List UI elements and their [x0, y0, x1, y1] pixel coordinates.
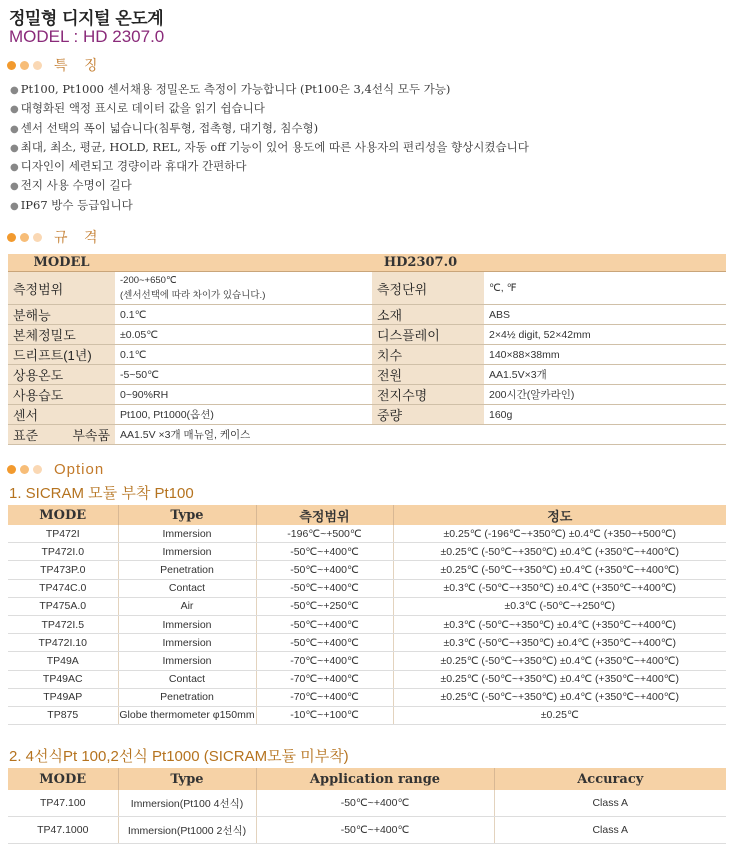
table-row [8, 405, 726, 425]
page-title: 정밀형 디지털 온도계 [9, 9, 164, 29]
table-cell: Immersion [118, 652, 256, 670]
table-cell: Contact [118, 670, 256, 688]
spec-label: 중량 [372, 405, 484, 425]
table-row [8, 670, 726, 688]
table-cell: Contact [118, 579, 256, 597]
table-cell: -50℃~+400℃ [256, 543, 393, 561]
table-cell: Class A [494, 817, 726, 844]
column-header: Application range [256, 768, 494, 790]
table-cell: Immersion [118, 615, 256, 633]
orange-dot-icon [7, 233, 16, 242]
range-label: 측정범위 [8, 272, 115, 305]
spec-label: 센서 [8, 405, 115, 425]
table-cell: TP49A [8, 652, 118, 670]
spec-header-value: HD2307.0 [115, 254, 726, 272]
table-cell: -10℃~+100℃ [256, 706, 393, 724]
column-header: Type [118, 505, 256, 525]
spec-label: 전지수명 [372, 385, 484, 405]
table-cell: ±0.25℃ (-50℃~+350℃) ±0.4℃ (+350℃~+400℃) [393, 561, 726, 579]
table-cell: Air [118, 597, 256, 615]
spec-value: 140×88×38mm [484, 345, 726, 365]
list-item: ● 디자인이 세련되고 경량이라 휴대가 간편하다 [10, 159, 247, 174]
spec-label: 드리프트(1년) [8, 345, 115, 365]
table-cell: ±0.3℃ (-50℃~+350℃) ±0.4℃ (+350℃~+400℃) [393, 634, 726, 652]
table-cell: -196℃~+500℃ [256, 525, 393, 543]
table-cell: TP472I.5 [8, 615, 118, 633]
orange-dot-icon [7, 61, 16, 70]
table-row [8, 652, 726, 670]
spec-header-model: MODEL [8, 254, 115, 272]
spec-table [8, 254, 726, 445]
table-header-row [8, 505, 726, 525]
bullet-icon: ● [10, 142, 19, 154]
spec-heading [7, 227, 104, 247]
bullet-icon: ● [10, 181, 19, 193]
spec-label: 치수 [372, 345, 484, 365]
option-heading [7, 461, 104, 478]
table-cell: Immersion [118, 543, 256, 561]
table-row [8, 365, 726, 385]
table-cell: Class A [494, 790, 726, 817]
accessory-value: AA1.5V ×3개 매뉴얼, 케이스 [115, 425, 726, 445]
accessory-label: 표준 부속품 [8, 425, 115, 445]
range-value-text: -200~+650℃ [120, 275, 177, 286]
spec-value: 2×4½ digit, 52×42mm [484, 325, 726, 345]
spec-value: ±0.05℃ [115, 325, 372, 345]
spec-value: 0.1℃ [115, 345, 372, 365]
list-item: ● 센서 선택의 폭이 넓습니다(침투형, 접촉형, 대기형, 침수형) [10, 120, 319, 135]
table-cell: ±0.3℃ (-50℃~+250℃) [393, 597, 726, 615]
bullet-icon: ● [10, 123, 19, 135]
list-item: ● Pt100, Pt1000 센서채용 정밀온도 측정이 가능합니다 (Pt100은 3,4선식 모두 가능) [10, 82, 451, 96]
column-header: MODE [8, 505, 118, 525]
table-cell: Immersion [118, 634, 256, 652]
table-cell: Penetration [118, 688, 256, 706]
table-cell: Immersion [118, 525, 256, 543]
option-heading-label: Option [54, 461, 105, 478]
option1-title: 1. SICRAM 모듈 부착 Pt100 [9, 485, 194, 502]
table-cell: Immersion(Pt1000 2선식) [118, 817, 256, 844]
list-item: ● IP67 방수 등급입니다 [10, 197, 133, 212]
table-row [8, 817, 726, 844]
table-cell: TP875 [8, 706, 118, 724]
column-header: 측정범위 [256, 505, 393, 525]
orange-dot-icon [33, 465, 42, 474]
spec-label: 디스플레이 [372, 325, 484, 345]
column-header: Accuracy [494, 768, 726, 790]
bullet-icon: ● [10, 104, 19, 116]
table-row [8, 790, 726, 817]
table-cell: TP49AP [8, 688, 118, 706]
column-header: 정도 [393, 505, 726, 525]
spec-value: 0~90%RH [115, 385, 372, 405]
table-row [8, 272, 726, 305]
table-cell: -70℃~+400℃ [256, 688, 393, 706]
table-cell: ±0.25℃ (-196℃~+350℃) ±0.4℃ (+350~+500℃) [393, 525, 726, 543]
spec-label: 소재 [372, 305, 484, 325]
unit-label: 측정단위 [372, 272, 484, 305]
spec-value: -5~50℃ [115, 365, 372, 385]
spec-label: 전원 [372, 365, 484, 385]
orange-dot-icon [7, 465, 16, 474]
option1-table [8, 505, 726, 725]
table-cell: ±0.25℃ [393, 706, 726, 724]
table-cell: TP474C.0 [8, 579, 118, 597]
list-item: ● 대형화된 액정 표시로 데이터 값을 읽기 쉽습니다 [10, 101, 265, 116]
table-row [8, 597, 726, 615]
orange-dot-icon [33, 233, 42, 242]
spec-value: 160g [484, 405, 726, 425]
table-row [8, 706, 726, 724]
column-header: MODE [8, 768, 118, 790]
orange-dot-icon [20, 233, 29, 242]
model-number: MODEL : HD 2307.0 [9, 27, 165, 46]
table-cell: TP47.1000 [8, 817, 118, 844]
table-cell: ±0.25℃ (-50℃~+350℃) ±0.4℃ (+350℃~+400℃) [393, 543, 726, 561]
bullet-icon: ● [10, 162, 19, 174]
table-cell: ±0.25℃ (-50℃~+350℃) ±0.4℃ (+350℃~+400℃) [393, 688, 726, 706]
features-heading [7, 55, 104, 75]
table-cell: Immersion(Pt100 4선식) [118, 790, 256, 817]
table-cell: -70℃~+400℃ [256, 670, 393, 688]
spec-value: 0.1℃ [115, 305, 372, 325]
table-cell: TP472I [8, 525, 118, 543]
table-row [8, 325, 726, 345]
table-row [8, 345, 726, 365]
features-list [10, 80, 529, 215]
column-header: Type [118, 768, 256, 790]
table-cell: Penetration [118, 561, 256, 579]
option2-title: 2. 4선식Pt 100,2선식 Pt1000 (SICRAM모듈 미부착) [9, 748, 349, 765]
table-row [8, 688, 726, 706]
spec-value: ABS [484, 305, 726, 325]
table-cell: -50℃~+400℃ [256, 615, 393, 633]
orange-dot-icon [33, 61, 42, 70]
spec-heading-label: 규 격 [54, 230, 104, 246]
table-cell: TP472I.0 [8, 543, 118, 561]
orange-dot-icon [20, 465, 29, 474]
table-cell: -70℃~+400℃ [256, 652, 393, 670]
table-cell: Globe thermometer φ150mm [118, 706, 256, 724]
range-note: (센서선택에 따라 차이가 있습니다.) [120, 290, 266, 301]
table-row [8, 525, 726, 543]
table-row [8, 579, 726, 597]
spec-label: 상용온도 [8, 365, 115, 385]
spec-label: 분해능 [8, 305, 115, 325]
table-cell: -50℃~+400℃ [256, 634, 393, 652]
table-cell: ±0.3℃ (-50℃~+350℃) ±0.4℃ (+350℃~+400℃) [393, 615, 726, 633]
spec-label: 본체정밀도 [8, 325, 115, 345]
table-cell: ±0.3℃ (-50℃~+350℃) ±0.4℃ (+350℃~+400℃) [393, 579, 726, 597]
table-row [8, 305, 726, 325]
table-cell: TP475A.0 [8, 597, 118, 615]
table-cell: -50℃~+400℃ [256, 817, 494, 844]
table-row [8, 385, 726, 405]
spec-value: Pt100, Pt1000(옵션) [115, 405, 372, 425]
list-item: ● 최대, 최소, 평균, HOLD, REL, 자동 off 기능이 있어 용도에 따른 사용자의 편리성을 향상시켰습니다 [10, 139, 529, 154]
table-cell: TP49AC [8, 670, 118, 688]
spec-value: 200시간(알카라인) [484, 385, 726, 405]
option2-table [8, 768, 726, 844]
table-row [8, 615, 726, 633]
range-value [115, 272, 372, 305]
table-cell: TP473P.0 [8, 561, 118, 579]
list-item: ● 전지 사용 수명이 길다 [10, 178, 132, 193]
table-cell: TP472I.10 [8, 634, 118, 652]
table-header-row [8, 768, 726, 790]
features-heading-label: 특 징 [54, 58, 104, 74]
table-row [8, 425, 726, 445]
table-header-row [8, 254, 726, 272]
table-cell: ±0.25℃ (-50℃~+350℃) ±0.4℃ (+350℃~+400℃) [393, 670, 726, 688]
unit-value: ℃, ℉ [484, 272, 726, 305]
table-cell: -50℃~+400℃ [256, 579, 393, 597]
table-cell: ±0.25℃ (-50℃~+350℃) ±0.4℃ (+350℃~+400℃) [393, 652, 726, 670]
table-row [8, 543, 726, 561]
spec-value: AA1.5V×3개 [484, 365, 726, 385]
table-row [8, 634, 726, 652]
bullet-icon: ● [10, 85, 19, 96]
table-cell: -50℃~+400℃ [256, 561, 393, 579]
orange-dot-icon [20, 61, 29, 70]
bullet-icon: ● [10, 200, 19, 212]
table-cell: -50℃~+400℃ [256, 790, 494, 817]
table-row [8, 561, 726, 579]
spec-label: 사용습도 [8, 385, 115, 405]
table-cell: TP47.100 [8, 790, 118, 817]
table-cell: -50℃~+250℃ [256, 597, 393, 615]
